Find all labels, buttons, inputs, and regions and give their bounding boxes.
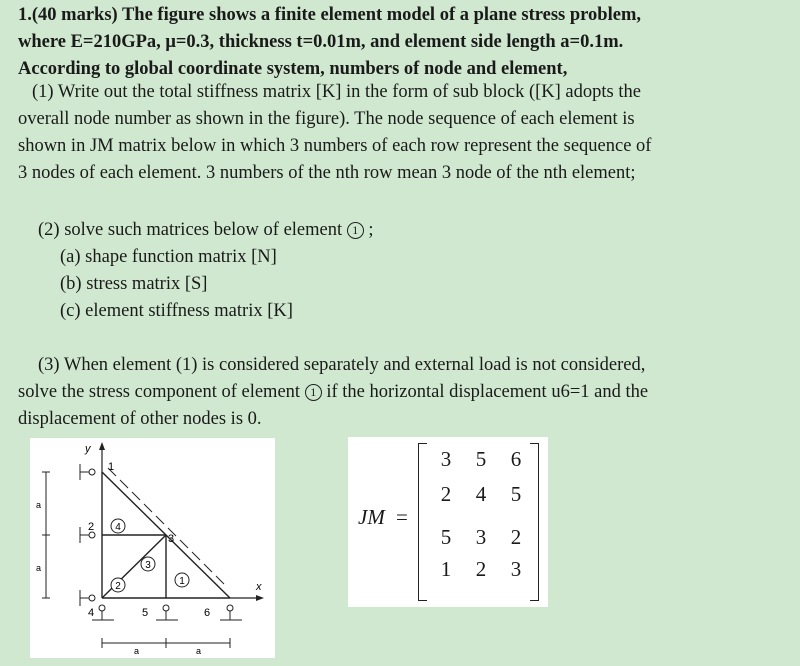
- fem-mesh-diagram: [30, 438, 275, 658]
- title-line-3: According to global coordinate system, numbers of node and element,: [18, 59, 568, 79]
- node-label-3: 3: [168, 533, 175, 545]
- part1-line-4: 3 nodes of each element. 3 numbers of the nth row mean 3 node of the nth element;: [18, 163, 636, 183]
- part3-line-2b: if the horizontal displacement u6=1 and the: [326, 382, 649, 402]
- matrix-cell: 5: [440, 525, 452, 549]
- matrix-label: JM: [358, 505, 385, 529]
- title-line-2: where E=210GPa, μ=0.3, thickness t=0.01m, and element side length a=0.1m.: [18, 32, 624, 52]
- x-axis-arrow: [256, 595, 264, 601]
- part2-intro: [38, 217, 800, 244]
- dim-label-lower: a: [36, 563, 42, 573]
- node-label-5: 5: [142, 607, 149, 619]
- part2-intro-tail: ;: [368, 220, 374, 240]
- node-label-4: 4: [88, 607, 95, 619]
- matrix-cell: 3: [510, 557, 522, 581]
- matrix-row-4: [434, 557, 528, 582]
- element-label-4: 4: [115, 522, 121, 533]
- part-1: [18, 79, 784, 187]
- matrix-cell: 6: [510, 447, 522, 471]
- part2-item-b: (b) stress matrix [S]: [60, 274, 208, 294]
- part2-item-c: (c) element stiffness matrix [K]: [60, 301, 293, 321]
- part2-item-a: (a) shape function matrix [N]: [60, 247, 277, 267]
- part1-line-3: shown in JM matrix below in which 3 numbers of each row represent the sequence of: [18, 136, 652, 156]
- element-1-circle: 1: [305, 384, 322, 401]
- title-line-1: 1.(40 marks) The figure shows a finite element model of a plane stress problem,: [18, 5, 641, 25]
- dim-label-bottom-right: a: [196, 646, 202, 656]
- matrix-cell: 5: [475, 447, 487, 471]
- matrix-cell: 3: [440, 447, 452, 471]
- matrix-cell: 5: [510, 482, 522, 506]
- element-label-1: 1: [179, 576, 185, 587]
- matrix-cell: 4: [475, 482, 487, 506]
- element-1-circle: 1: [347, 222, 364, 239]
- matrix-cell: 2: [475, 557, 487, 581]
- matrix-row-3: [434, 525, 528, 550]
- problem-title: [18, 2, 784, 83]
- part3-line-2a: solve the stress component of element: [18, 382, 301, 402]
- left-supports: [80, 464, 95, 606]
- part3-line-3: displacement of other nodes is 0.: [18, 409, 262, 429]
- element-label-3: 3: [145, 560, 151, 571]
- right-bracket: [530, 443, 539, 601]
- matrix-cell: 3: [475, 525, 487, 549]
- node-label-2: 2: [88, 521, 95, 533]
- matrix-row-1: [434, 447, 528, 472]
- matrix-cell: 1: [440, 557, 452, 581]
- part1-line-2: overall node number as shown in the figure). The node sequence of each element is: [18, 109, 635, 129]
- matrix-cell: 2: [440, 482, 452, 506]
- y-axis-arrow: [99, 442, 105, 450]
- left-bracket: [418, 443, 427, 601]
- element-labels: [111, 519, 189, 592]
- fem-figure: [30, 438, 275, 658]
- bottom-supports: [92, 605, 242, 648]
- y-axis-label: y: [85, 443, 91, 455]
- jm-matrix: [348, 437, 548, 607]
- element-label-2: 2: [115, 581, 121, 592]
- part3-line-2: [18, 379, 784, 406]
- part-2: [38, 217, 800, 325]
- part1-line-1: (1) Write out the total stiffness matrix [K] in the form of sub block ([K] adopts the: [32, 82, 641, 102]
- matrix-row-2: [434, 482, 528, 507]
- part3-line-1: (3) When element (1) is considered separately and external load is not considered,: [38, 355, 646, 375]
- x-axis-label: x: [256, 581, 262, 593]
- matrix-cell: 2: [510, 525, 522, 549]
- part2-intro-text: (2) solve such matrices below of element: [38, 220, 343, 240]
- matrix-equals: =: [396, 505, 408, 529]
- vertical-dimension: [42, 472, 50, 598]
- dim-label-bottom-left: a: [134, 646, 140, 656]
- node-label-1: 1: [108, 461, 115, 473]
- dim-label-upper: a: [36, 500, 42, 510]
- node-label-6: 6: [204, 607, 211, 619]
- part-3: [18, 352, 784, 433]
